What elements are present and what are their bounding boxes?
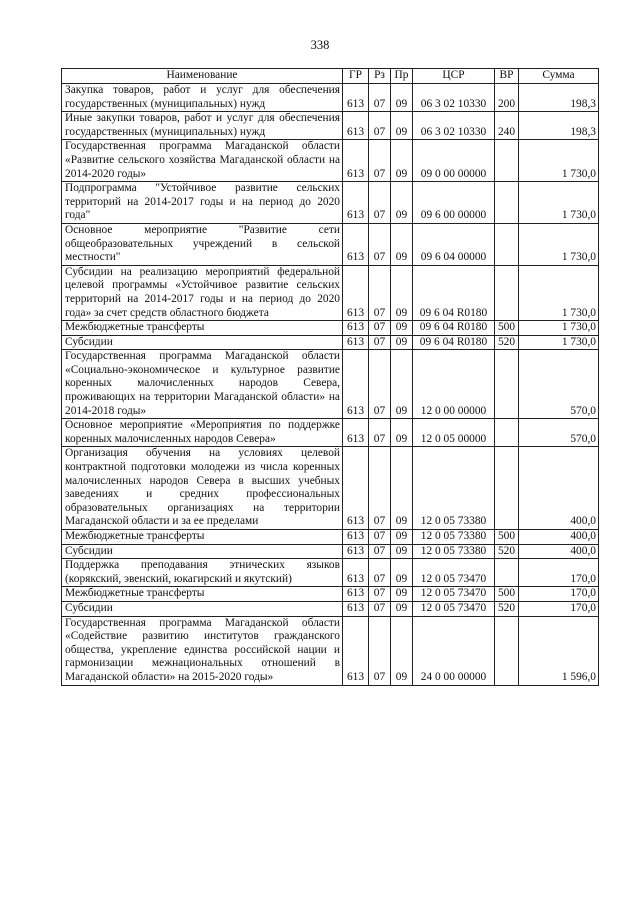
cell-csr: 06 3 02 10330 bbox=[413, 112, 495, 140]
cell-csr: 06 3 02 10330 bbox=[413, 84, 495, 112]
cell-name: Основное мероприятие "Развитие сети общеобразовательных учреждений в сельской местности" bbox=[62, 223, 343, 265]
cell-sum: 1 730,0 bbox=[519, 182, 599, 224]
cell-vr: 500 bbox=[495, 587, 519, 602]
cell-vr bbox=[495, 265, 519, 320]
cell-gr: 613 bbox=[343, 223, 369, 265]
cell-vr: 500 bbox=[495, 321, 519, 336]
cell-csr: 09 6 04 00000 bbox=[413, 223, 495, 265]
cell-pr: 09 bbox=[391, 321, 413, 336]
cell-pr: 09 bbox=[391, 265, 413, 320]
cell-gr: 613 bbox=[343, 587, 369, 602]
cell-rz: 07 bbox=[369, 182, 391, 224]
cell-rz: 07 bbox=[369, 419, 391, 447]
cell-rz: 07 bbox=[369, 84, 391, 112]
header-sum: Сумма bbox=[519, 69, 599, 84]
cell-sum: 1 730,0 bbox=[519, 265, 599, 320]
cell-vr: 520 bbox=[495, 601, 519, 616]
cell-csr: 12 0 05 73380 bbox=[413, 447, 495, 530]
cell-pr: 09 bbox=[391, 601, 413, 616]
cell-gr: 613 bbox=[343, 616, 369, 685]
cell-name: Поддержка преподавания этнических языков (корякский, эвенский, юкагирский и якутский) bbox=[62, 559, 343, 587]
cell-rz: 07 bbox=[369, 587, 391, 602]
cell-gr: 613 bbox=[343, 84, 369, 112]
cell-name: Государственная программа Магаданской области «Социально-экономическое и культурное развитие коренных малочисленных народов Севера, проживающих на территории Магаданской области» на 2014-2018 годы» bbox=[62, 350, 343, 419]
cell-pr: 09 bbox=[391, 140, 413, 182]
cell-pr: 09 bbox=[391, 616, 413, 685]
cell-rz: 07 bbox=[369, 447, 391, 530]
header-gr: ГР bbox=[343, 69, 369, 84]
cell-rz: 07 bbox=[369, 140, 391, 182]
table-row bbox=[62, 616, 599, 685]
cell-pr: 09 bbox=[391, 223, 413, 265]
cell-vr: 240 bbox=[495, 112, 519, 140]
cell-rz: 07 bbox=[369, 321, 391, 336]
cell-sum: 1 730,0 bbox=[519, 140, 599, 182]
cell-name: Межбюджетные трансферты bbox=[62, 321, 343, 336]
cell-sum: 400,0 bbox=[519, 447, 599, 530]
cell-csr: 09 0 00 00000 bbox=[413, 140, 495, 182]
cell-vr: 520 bbox=[495, 544, 519, 559]
table-row bbox=[62, 350, 599, 419]
cell-gr: 613 bbox=[343, 112, 369, 140]
cell-name: Государственная программа Магаданской области «Развитие сельского хозяйства Магаданской области на 2014-2020 годы» bbox=[62, 140, 343, 182]
table-row bbox=[62, 447, 599, 530]
header-name: Наименование bbox=[62, 69, 343, 84]
table-row bbox=[62, 601, 599, 616]
cell-sum: 570,0 bbox=[519, 350, 599, 419]
cell-name: Субсидии bbox=[62, 544, 343, 559]
cell-sum: 1 730,0 bbox=[519, 321, 599, 336]
table-row bbox=[62, 559, 599, 587]
cell-name: Организация обучения на условиях целевой контрактной подготовки молодежи из числа коренных малочисленных народов Севера в высших учебных заведениях и средних профессиональных образовательных организациях на территории Магаданской области и за ее пределами bbox=[62, 447, 343, 530]
cell-csr: 12 0 05 73380 bbox=[413, 530, 495, 545]
cell-rz: 07 bbox=[369, 530, 391, 545]
cell-vr: 520 bbox=[495, 335, 519, 350]
cell-vr: 200 bbox=[495, 84, 519, 112]
cell-name: Субсидии bbox=[62, 335, 343, 350]
table-row bbox=[62, 587, 599, 602]
cell-gr: 613 bbox=[343, 335, 369, 350]
cell-sum: 570,0 bbox=[519, 419, 599, 447]
cell-csr: 12 0 05 73470 bbox=[413, 559, 495, 587]
cell-gr: 613 bbox=[343, 559, 369, 587]
cell-rz: 07 bbox=[369, 350, 391, 419]
cell-vr: 500 bbox=[495, 530, 519, 545]
cell-vr bbox=[495, 223, 519, 265]
header-rz: Рз bbox=[369, 69, 391, 84]
cell-pr: 09 bbox=[391, 84, 413, 112]
cell-vr bbox=[495, 559, 519, 587]
cell-sum: 400,0 bbox=[519, 544, 599, 559]
cell-sum: 1 730,0 bbox=[519, 335, 599, 350]
cell-vr bbox=[495, 419, 519, 447]
cell-rz: 07 bbox=[369, 335, 391, 350]
cell-csr: 09 6 04 R0180 bbox=[413, 265, 495, 320]
header-vr: ВР bbox=[495, 69, 519, 84]
cell-pr: 09 bbox=[391, 419, 413, 447]
cell-pr: 09 bbox=[391, 182, 413, 224]
cell-pr: 09 bbox=[391, 587, 413, 602]
cell-gr: 613 bbox=[343, 447, 369, 530]
cell-name: Иные закупки товаров, работ и услуг для обеспечения государственных (муниципальных) нужд bbox=[62, 112, 343, 140]
header-pr: Пр bbox=[391, 69, 413, 84]
cell-csr: 09 6 04 R0180 bbox=[413, 321, 495, 336]
cell-sum: 198,3 bbox=[519, 84, 599, 112]
cell-sum: 170,0 bbox=[519, 601, 599, 616]
cell-gr: 613 bbox=[343, 601, 369, 616]
cell-pr: 09 bbox=[391, 335, 413, 350]
table-row bbox=[62, 335, 599, 350]
cell-pr: 09 bbox=[391, 559, 413, 587]
cell-rz: 07 bbox=[369, 559, 391, 587]
cell-gr: 613 bbox=[343, 321, 369, 336]
header-csr: ЦСР bbox=[413, 69, 495, 84]
cell-pr: 09 bbox=[391, 530, 413, 545]
table-row bbox=[62, 544, 599, 559]
cell-name: Субсидии bbox=[62, 601, 343, 616]
cell-name: Субсидии на реализацию мероприятий федеральной целевой программы «Устойчивое развитие сельских территорий на 2014-2017 годы и на период до 2020 года» за счет средств областного бюджета bbox=[62, 265, 343, 320]
cell-rz: 07 bbox=[369, 223, 391, 265]
table-header-row bbox=[62, 69, 599, 84]
cell-pr: 09 bbox=[391, 544, 413, 559]
cell-gr: 613 bbox=[343, 544, 369, 559]
table-row bbox=[62, 265, 599, 320]
cell-rz: 07 bbox=[369, 265, 391, 320]
cell-gr: 613 bbox=[343, 140, 369, 182]
cell-gr: 613 bbox=[343, 419, 369, 447]
cell-csr: 12 0 05 00000 bbox=[413, 419, 495, 447]
cell-sum: 1 596,0 bbox=[519, 616, 599, 685]
cell-csr: 09 6 04 R0180 bbox=[413, 335, 495, 350]
cell-vr bbox=[495, 140, 519, 182]
cell-name: Межбюджетные трансферты bbox=[62, 587, 343, 602]
cell-pr: 09 bbox=[391, 350, 413, 419]
cell-csr: 12 0 05 73380 bbox=[413, 544, 495, 559]
cell-rz: 07 bbox=[369, 544, 391, 559]
page-number: 338 bbox=[310, 38, 330, 52]
table-row bbox=[62, 321, 599, 336]
cell-rz: 07 bbox=[369, 601, 391, 616]
cell-vr bbox=[495, 182, 519, 224]
table-row bbox=[62, 182, 599, 224]
cell-name: Закупка товаров, работ и услуг для обеспечения государственных (муниципальных) нужд bbox=[62, 84, 343, 112]
cell-csr: 12 0 05 73470 bbox=[413, 601, 495, 616]
table-row bbox=[62, 112, 599, 140]
cell-name: Подпрограмма "Устойчивое развитие сельских территорий на 2014-2017 годы и на период до 2020 года" bbox=[62, 182, 343, 224]
cell-pr: 09 bbox=[391, 447, 413, 530]
cell-rz: 07 bbox=[369, 616, 391, 685]
cell-name: Государственная программа Магаданской области «Содействие развитию институтов гражданского общества, укрепление единства российской нации и гармонизации межнациональных отношений в Магаданской области» на 2015-2020 годы» bbox=[62, 616, 343, 685]
cell-sum: 1 730,0 bbox=[519, 223, 599, 265]
budget-table bbox=[61, 68, 599, 686]
cell-gr: 613 bbox=[343, 182, 369, 224]
table-row bbox=[62, 419, 599, 447]
cell-gr: 613 bbox=[343, 530, 369, 545]
cell-vr bbox=[495, 350, 519, 419]
table-row bbox=[62, 140, 599, 182]
cell-sum: 400,0 bbox=[519, 530, 599, 545]
cell-gr: 613 bbox=[343, 265, 369, 320]
cell-csr: 09 6 00 00000 bbox=[413, 182, 495, 224]
cell-name: Основное мероприятие «Мероприятия по поддержке коренных малочисленных народов Севера» bbox=[62, 419, 343, 447]
table-row bbox=[62, 84, 599, 112]
cell-sum: 198,3 bbox=[519, 112, 599, 140]
cell-pr: 09 bbox=[391, 112, 413, 140]
cell-sum: 170,0 bbox=[519, 559, 599, 587]
cell-vr bbox=[495, 616, 519, 685]
table-row bbox=[62, 530, 599, 545]
table-row bbox=[62, 223, 599, 265]
cell-gr: 613 bbox=[343, 350, 369, 419]
cell-csr: 24 0 00 00000 bbox=[413, 616, 495, 685]
cell-vr bbox=[495, 447, 519, 530]
cell-name: Межбюджетные трансферты bbox=[62, 530, 343, 545]
cell-rz: 07 bbox=[369, 112, 391, 140]
cell-sum: 170,0 bbox=[519, 587, 599, 602]
cell-csr: 12 0 05 73470 bbox=[413, 587, 495, 602]
cell-csr: 12 0 00 00000 bbox=[413, 350, 495, 419]
